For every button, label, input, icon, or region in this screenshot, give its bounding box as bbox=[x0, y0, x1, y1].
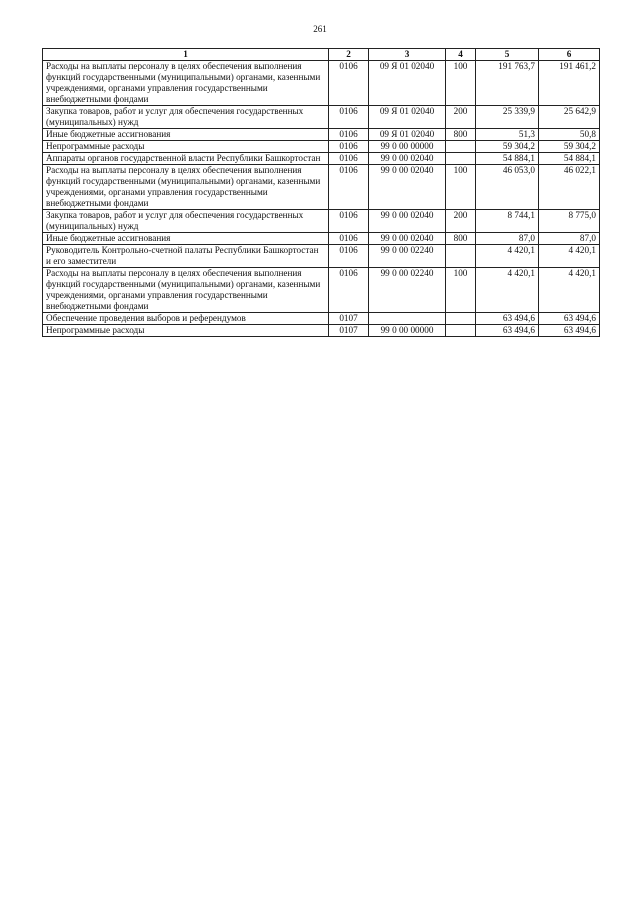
header-cell-5: 5 bbox=[476, 49, 539, 61]
section-code-cell: 0106 bbox=[329, 268, 369, 313]
expense-type-cell: 800 bbox=[446, 233, 476, 245]
expense-type-cell bbox=[446, 325, 476, 337]
expense-name-cell: Обеспечение проведения выборов и референдумов bbox=[43, 313, 329, 325]
target-article-cell: 99 0 00 02040 bbox=[369, 233, 446, 245]
expense-type-cell: 200 bbox=[446, 106, 476, 129]
section-code-cell: 0106 bbox=[329, 153, 369, 165]
amount-year1-cell: 25 339,9 bbox=[476, 106, 539, 129]
amount-year2-cell: 87,0 bbox=[539, 233, 600, 245]
expense-name-cell: Аппараты органов государственной власти Республики Башкортостан bbox=[43, 153, 329, 165]
amount-year1-cell: 59 304,2 bbox=[476, 141, 539, 153]
target-article-cell: 99 0 00 00000 bbox=[369, 141, 446, 153]
page-number: 261 bbox=[313, 24, 327, 34]
expense-name-cell: Закупка товаров, работ и услуг для обеспечения государственных (муниципальных) нужд bbox=[43, 210, 329, 233]
expense-name-cell: Непрограммные расходы bbox=[43, 141, 329, 153]
target-article-cell: 99 0 00 02040 bbox=[369, 153, 446, 165]
target-article-cell: 99 0 00 00000 bbox=[369, 325, 446, 337]
table-row bbox=[43, 165, 600, 210]
amount-year2-cell: 4 420,1 bbox=[539, 268, 600, 313]
target-article-cell: 99 0 00 02040 bbox=[369, 210, 446, 233]
amount-year1-cell: 63 494,6 bbox=[476, 313, 539, 325]
expense-type-cell bbox=[446, 245, 476, 268]
expense-type-cell: 200 bbox=[446, 210, 476, 233]
target-article-cell: 99 0 00 02240 bbox=[369, 268, 446, 313]
header-cell-3: 3 bbox=[369, 49, 446, 61]
amount-year1-cell: 87,0 bbox=[476, 233, 539, 245]
table-row bbox=[43, 233, 600, 245]
section-code-cell: 0106 bbox=[329, 210, 369, 233]
amount-year2-cell: 8 775,0 bbox=[539, 210, 600, 233]
table-row bbox=[43, 106, 600, 129]
amount-year2-cell: 25 642,9 bbox=[539, 106, 600, 129]
expense-type-cell: 100 bbox=[446, 165, 476, 210]
table-row bbox=[43, 210, 600, 233]
amount-year2-cell: 54 884,1 bbox=[539, 153, 600, 165]
section-code-cell: 0106 bbox=[329, 61, 369, 106]
section-code-cell: 0106 bbox=[329, 245, 369, 268]
header-cell-6: 6 bbox=[539, 49, 600, 61]
expense-name-cell: Иные бюджетные ассигнования bbox=[43, 129, 329, 141]
section-code-cell: 0107 bbox=[329, 313, 369, 325]
expense-type-cell bbox=[446, 313, 476, 325]
amount-year1-cell: 63 494,6 bbox=[476, 325, 539, 337]
budget-table bbox=[42, 48, 600, 337]
amount-year2-cell: 50,8 bbox=[539, 129, 600, 141]
amount-year1-cell: 51,3 bbox=[476, 129, 539, 141]
amount-year1-cell: 191 763,7 bbox=[476, 61, 539, 106]
amount-year1-cell: 46 053,0 bbox=[476, 165, 539, 210]
expense-name-cell: Расходы на выплаты персоналу в целях обеспечения выполнения функций государственными (муниципальными) органами, казенными учреждениями, органами управления государственными внебюджетными фондами bbox=[43, 165, 329, 210]
expense-type-cell bbox=[446, 141, 476, 153]
header-cell-2: 2 bbox=[329, 49, 369, 61]
target-article-cell: 99 0 00 02040 bbox=[369, 165, 446, 210]
expense-name-cell: Иные бюджетные ассигнования bbox=[43, 233, 329, 245]
table-row bbox=[43, 325, 600, 337]
amount-year1-cell: 4 420,1 bbox=[476, 245, 539, 268]
amount-year2-cell: 59 304,2 bbox=[539, 141, 600, 153]
section-code-cell: 0106 bbox=[329, 129, 369, 141]
section-code-cell: 0106 bbox=[329, 106, 369, 129]
amount-year2-cell: 4 420,1 bbox=[539, 245, 600, 268]
section-code-cell: 0106 bbox=[329, 165, 369, 210]
target-article-cell bbox=[369, 313, 446, 325]
header-cell-4: 4 bbox=[446, 49, 476, 61]
expense-type-cell: 800 bbox=[446, 129, 476, 141]
expense-name-cell: Непрограммные расходы bbox=[43, 325, 329, 337]
table-row bbox=[43, 141, 600, 153]
target-article-cell: 09 Я 01 02040 bbox=[369, 61, 446, 106]
target-article-cell: 09 Я 01 02040 bbox=[369, 129, 446, 141]
table-body bbox=[43, 61, 600, 337]
section-code-cell: 0107 bbox=[329, 325, 369, 337]
table-row bbox=[43, 245, 600, 268]
expense-type-cell: 100 bbox=[446, 268, 476, 313]
expense-name-cell: Расходы на выплаты персоналу в целях обеспечения выполнения функций государственными (муниципальными) органами, казенными учреждениями, органами управления государственными внебюджетными фондами bbox=[43, 61, 329, 106]
table-row bbox=[43, 313, 600, 325]
amount-year2-cell: 63 494,6 bbox=[539, 313, 600, 325]
amount-year2-cell: 46 022,1 bbox=[539, 165, 600, 210]
expense-name-cell: Закупка товаров, работ и услуг для обеспечения государственных (муниципальных) нужд bbox=[43, 106, 329, 129]
amount-year1-cell: 54 884,1 bbox=[476, 153, 539, 165]
expense-name-cell: Расходы на выплаты персоналу в целях обеспечения выполнения функций государственными (муниципальными) органами, казенными учреждениями, органами управления государственными внебюджетными фондами bbox=[43, 268, 329, 313]
expense-name-cell: Руководитель Контрольно-счетной палаты Республики Башкортостан и его заместители bbox=[43, 245, 329, 268]
table-row bbox=[43, 268, 600, 313]
table-row bbox=[43, 129, 600, 141]
amount-year1-cell: 8 744,1 bbox=[476, 210, 539, 233]
expense-type-cell bbox=[446, 153, 476, 165]
table-row bbox=[43, 61, 600, 106]
section-code-cell: 0106 bbox=[329, 141, 369, 153]
target-article-cell: 99 0 00 02240 bbox=[369, 245, 446, 268]
header-row bbox=[43, 49, 600, 61]
amount-year2-cell: 63 494,6 bbox=[539, 325, 600, 337]
header-cell-1: 1 bbox=[43, 49, 329, 61]
amount-year2-cell: 191 461,2 bbox=[539, 61, 600, 106]
table-row bbox=[43, 153, 600, 165]
target-article-cell: 09 Я 01 02040 bbox=[369, 106, 446, 129]
section-code-cell: 0106 bbox=[329, 233, 369, 245]
expense-type-cell: 100 bbox=[446, 61, 476, 106]
amount-year1-cell: 4 420,1 bbox=[476, 268, 539, 313]
